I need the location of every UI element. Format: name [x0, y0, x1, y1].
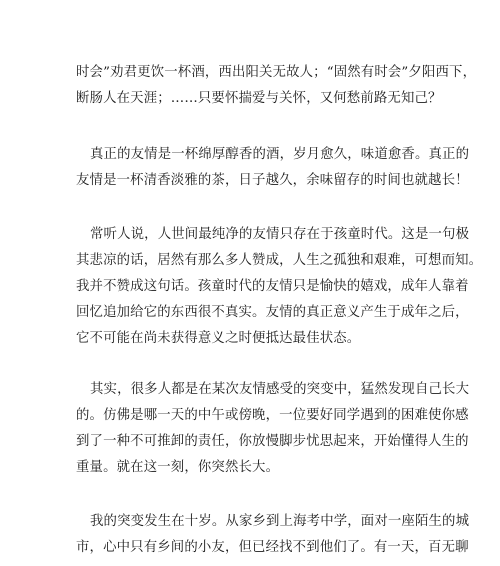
- text-line: 其悲凉的话，居然有那么多人赞成，人生之孤独和艰难，可想而知。: [76, 253, 483, 268]
- text-line: 时会”劝君更饮一杯酒，西出阳关无故人；“固然有时会”夕阳西下，: [76, 65, 477, 80]
- text-line: 我并不赞成这句话。孩童时代的友情只是愉快的嬉戏，成年人靠着: [76, 279, 469, 294]
- text-line: 断肠人在天涯；……只要怀揣爱与关怀，又何愁前路无知己？: [76, 91, 442, 106]
- text-line: 的。仿佛是哪一天的中午或傍晚，一位要好同学遇到的困难使你感: [76, 408, 469, 423]
- paragraph-3: [76, 222, 483, 352]
- paragraph-4: [76, 377, 470, 481]
- text-line: 回忆追加给它的东西很不真实。友情的真正意义产生于成年之后，: [76, 305, 469, 320]
- text-line: 市，心中只有乡间的小友，但已经找不到他们了。有一天，百无聊: [76, 540, 469, 555]
- text-line: 它不可能在尚未获得意义之时便抵达最佳状态。: [76, 331, 361, 346]
- text-line: 真正的友情是一杯绵厚醇香的酒，岁月愈久，味道愈香。真正的: [90, 147, 470, 162]
- text-line: 友情是一杯清香淡雅的茶，日子越久，余味留存的时间也就越长！: [76, 173, 469, 188]
- paragraph-5: [76, 509, 470, 561]
- text-line: 重量。就在这一刻，你突然长大。: [76, 460, 280, 475]
- paragraph-1: [76, 60, 477, 112]
- paragraph-2: [76, 142, 470, 194]
- text-line: 常听人说，人世间最纯净的友情只存在于孩童时代。这是一句极: [90, 227, 470, 242]
- text-line: 到了一种不可推卸的责任，你放慢脚步忧思起来，开始懂得人生的: [76, 434, 469, 449]
- text-line: 我的突变发生在十岁。从家乡到上海考中学，面对一座陌生的城: [90, 514, 470, 529]
- text-line: 其实，很多人都是在某次友情感受的突变中，猛然发现自己长大: [90, 382, 470, 397]
